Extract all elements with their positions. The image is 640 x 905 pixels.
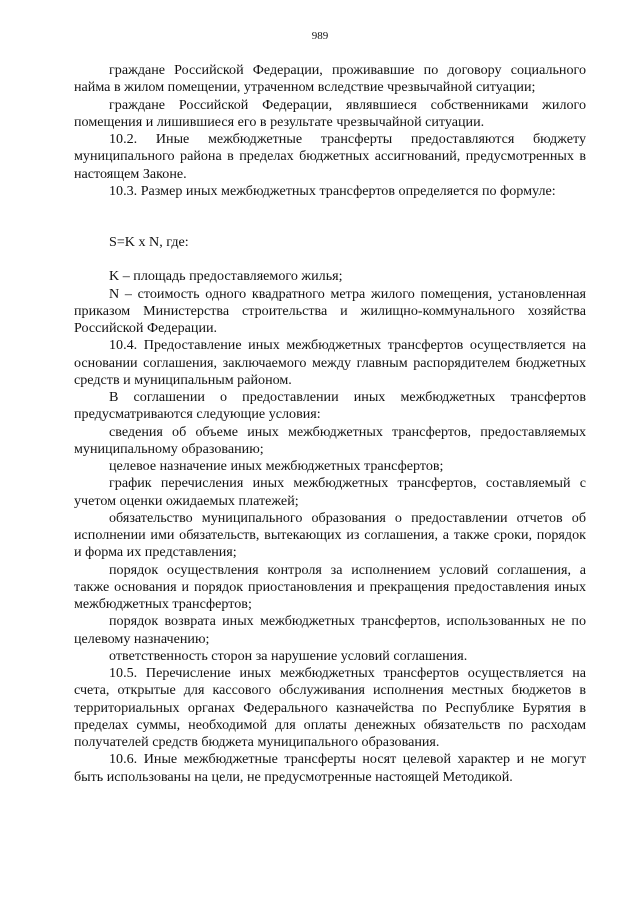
paragraph-10-5: 10.5. Перечисление иных межбюджетных трансфертов осуществляется на счета, открытые для кассового обслуживания исполнения местных бюджетов в территориальных органах Федерального казначейства по Республике Бурятия в пределах суммы, необходимой для оплаты денежных обязательств по расходам получателей средств бюджета муниципального образования. bbox=[74, 665, 586, 750]
formula: S=K x N, где: bbox=[109, 234, 189, 250]
paragraph-10-6: 10.6. Иные межбюджетные трансферты носят целевой характер и не могут быть использованы на цели, не предусмотренные настоящей Методикой. bbox=[74, 751, 586, 785]
paragraph-2: граждане Российской Федерации, являвшиеся собственниками жилого помещения и лишившиеся его в результате чрезвычайной ситуации. bbox=[74, 96, 586, 130]
paragraph-1: граждане Российской Федерации, проживавшие по договору социального найма в жилом помещении, утраченном вследствие чрезвычайной ситуации; bbox=[74, 62, 586, 96]
definition-k: K – площадь предоставляемого жилья; bbox=[109, 268, 343, 285]
list-item-control: порядок осуществления контроля за исполнением условий соглашения, а также основания и порядок приостановления и прекращения предоставления иных межбюджетных трансфертов; bbox=[74, 561, 586, 612]
list-item-responsibility: ответственность сторон за нарушение условий соглашения. bbox=[109, 647, 468, 664]
paragraph-10-4: 10.4. Предоставление иных межбюджетных трансфертов осуществляется на основании соглашения, заключаемого между главным распорядителем бюджетных средств и муниципальным районом. bbox=[74, 337, 586, 388]
page-number: 989 bbox=[311, 30, 329, 42]
list-item-return: порядок возврата иных межбюджетных трансфертов, использованных не по целевому назначению; bbox=[74, 613, 586, 647]
paragraph-agreement-intro: В соглашении о предоставлении иных межбюджетных трансфертов предусматриваются следующие условия: bbox=[74, 389, 586, 423]
paragraph-10-3: 10.3. Размер иных межбюджетных трансфертов определяется по формуле: bbox=[109, 182, 556, 199]
list-item-volume: сведения об объеме иных межбюджетных трансфертов, предоставляемых муниципальному образованию; bbox=[74, 423, 586, 457]
list-item-schedule: график перечисления иных межбюджетных трансфертов, составляемый с учетом оценки ожидаемых платежей; bbox=[74, 475, 586, 509]
list-item-reports: обязательство муниципального образования о предоставлении отчетов об исполнении ими обязательств, вытекающих из соглашения, а также сроки, порядок и форма их представления; bbox=[74, 509, 586, 561]
document-body bbox=[74, 62, 586, 786]
list-item-purpose: целевое назначение иных межбюджетных трансфертов; bbox=[109, 458, 444, 474]
definition-n: N – стоимость одного квадратного метра жилого помещения, установленная приказом Министерства строительства и жилищно-коммунального хозяйства Российской Федерации. bbox=[74, 285, 586, 336]
paragraph-10-2: 10.2. Иные межбюджетные трансферты предоставляются бюджету муниципального района в пределах бюджетных ассигнований, предусмотренных в настоящем Законе. bbox=[74, 131, 586, 182]
